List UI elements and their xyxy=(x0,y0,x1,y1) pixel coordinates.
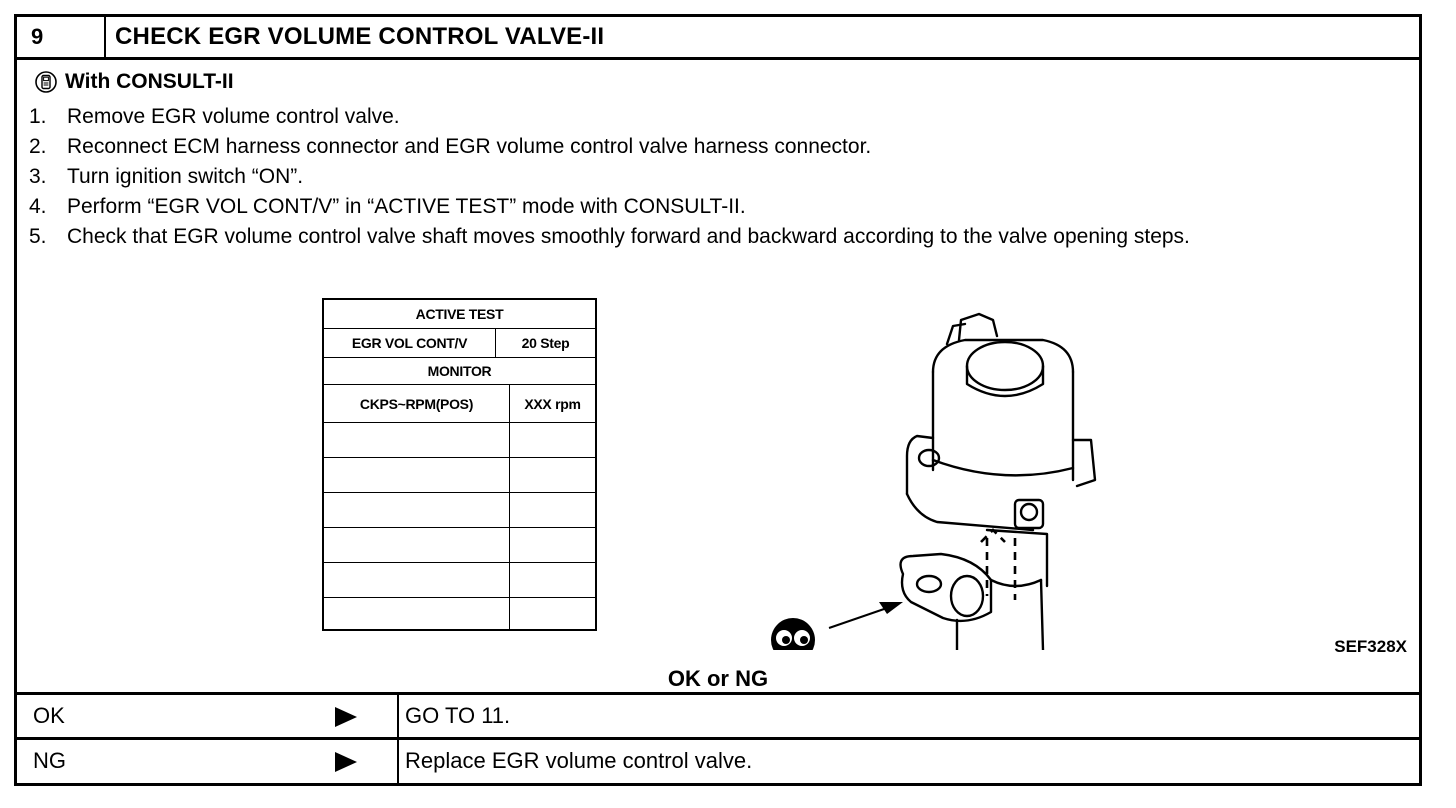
procedure-step: 5. Check that EGR volume control valve shaft moves smoothly forward and backward according to the valve opening steps. xyxy=(29,225,1190,248)
procedure-steps xyxy=(29,102,1399,252)
active-test-screen xyxy=(322,298,597,631)
procedure-content xyxy=(17,60,1419,689)
decision-prompt: OK or NG xyxy=(667,666,769,691)
result-action: GO TO 11. xyxy=(405,703,511,728)
active-test-title: ACTIVE TEST xyxy=(415,306,504,322)
figure-code: SEF328X xyxy=(1334,637,1407,656)
procedure-step: 2. Reconnect ECM harness connector and EGR volume control valve harness connector. xyxy=(29,135,872,158)
consult-mode-heading xyxy=(35,70,234,94)
arrow-right-icon xyxy=(335,707,357,727)
empty-monitor-row xyxy=(324,493,595,528)
result-row-ng xyxy=(17,737,1419,783)
eyes-view-icon xyxy=(771,618,815,650)
result-row-ok xyxy=(17,692,1419,737)
result-label: OK xyxy=(33,703,65,728)
empty-monitor-row xyxy=(324,563,595,598)
arrow-right-icon xyxy=(335,752,357,772)
procedure-step: 1. Remove EGR volume control valve. xyxy=(29,105,400,128)
procedure-step: 4. Perform “EGR VOL CONT/V” in “ACTIVE TEST” mode with CONSULT-II. xyxy=(29,195,746,218)
empty-monitor-row xyxy=(324,528,595,563)
monitor-item-value: XXX rpm xyxy=(524,395,581,412)
step-number: 9 xyxy=(17,17,106,57)
result-action: Replace EGR volume control valve. xyxy=(405,748,753,773)
consult-mode-label: With CONSULT-II xyxy=(65,70,234,93)
egr-valve-illustration xyxy=(747,280,1147,650)
empty-monitor-row xyxy=(324,458,595,493)
empty-monitor-row xyxy=(324,598,595,629)
monitor-section-label: MONITOR xyxy=(427,363,492,379)
test-item-value: 20 Step xyxy=(521,335,570,351)
diagnostic-step-table xyxy=(14,14,1422,786)
procedure-step: 3. Turn ignition switch “ON”. xyxy=(29,165,304,188)
monitor-item-label: CKPS~RPM(POS) xyxy=(359,395,474,412)
step-header xyxy=(17,17,1419,60)
test-item-label: EGR VOL CONT/V xyxy=(351,335,468,351)
empty-monitor-row xyxy=(324,423,595,458)
consult-tool-icon xyxy=(35,71,57,93)
result-label: NG xyxy=(33,748,66,773)
step-title: CHECK EGR VOLUME CONTROL VALVE-II xyxy=(115,23,605,50)
